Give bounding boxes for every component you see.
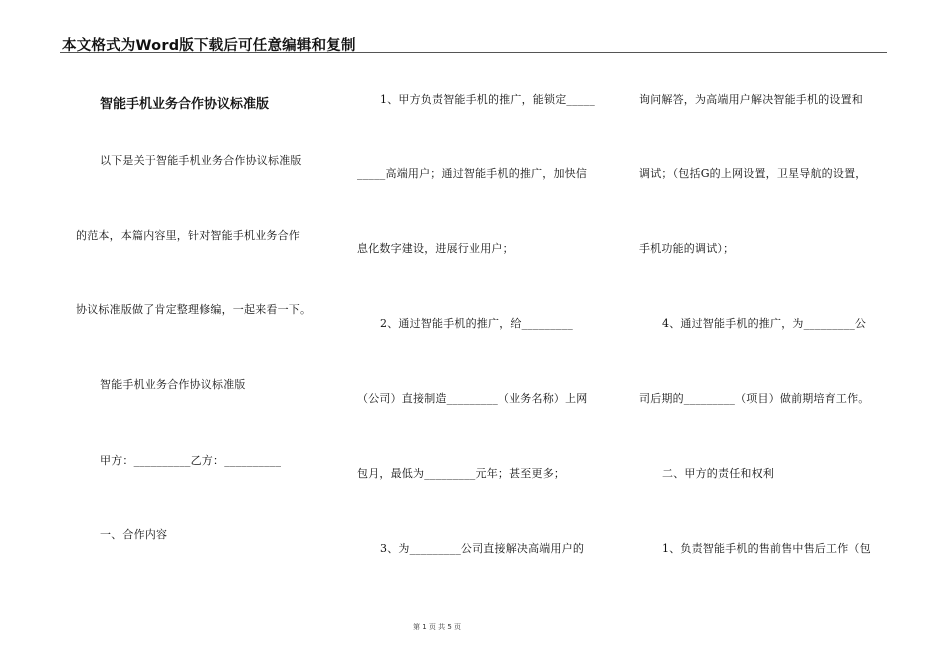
- col2-line-6: 包月，最低为_________元年；甚至更多；: [357, 467, 566, 480]
- col1-line-5: 甲方：__________乙方：__________: [100, 454, 282, 467]
- col1-line-2: 的范本，本篇内容里，针对智能手机业务合作: [76, 229, 300, 242]
- col2-line-3: 息化数字建设，进展行业用户；: [357, 242, 514, 255]
- col1-line-3: 协议标准版做了肯定整理修编，一起来看一下。: [76, 303, 312, 316]
- page-number: 第 1 页 共 5 页: [413, 623, 462, 631]
- col3-line-5: 司后期的_________（项目）做前期培育工作。: [639, 392, 870, 405]
- header-divider: [60, 52, 887, 53]
- col3-line-3: 手机功能的调试）；: [639, 242, 735, 255]
- col3-line-1: 询问解答，为高端用户解决智能手机的设置和: [639, 93, 863, 106]
- col2-line-1: 1、甲方负责智能手机的推广，能锁定_____: [380, 93, 595, 106]
- col1-line-4: 智能手机业务合作协议标准版: [100, 378, 246, 391]
- col2-line-5: （公司）直接制造_________（业务名称）上网: [357, 392, 588, 405]
- document-title: 智能手机业务合作协议标准版: [100, 97, 270, 112]
- col1-line-6: 一、合作内容: [100, 528, 168, 541]
- col3-line-7: 1、负责智能手机的售前售中售后工作（包: [662, 542, 871, 555]
- col3-line-4: 4、通过智能手机的推广，为_________公: [662, 317, 867, 330]
- col3-line-6: 二、甲方的责任和权利: [662, 467, 774, 480]
- col2-line-4: 2、通过智能手机的推广，给_________: [380, 317, 573, 330]
- col1-line-1: 以下是关于智能手机业务合作协议标准版: [100, 154, 302, 167]
- document-header: 本文格式为Word版下载后可任意编辑和复制: [62, 38, 356, 54]
- col3-line-2: 调试；（包括G的上网设置，卫星导航的设置，: [639, 167, 867, 180]
- col2-line-7: 3、为_________公司直接解决高端用户的: [380, 542, 585, 555]
- col2-line-2: _____高端用户；通过智能手机的推广，加快信: [357, 167, 588, 180]
